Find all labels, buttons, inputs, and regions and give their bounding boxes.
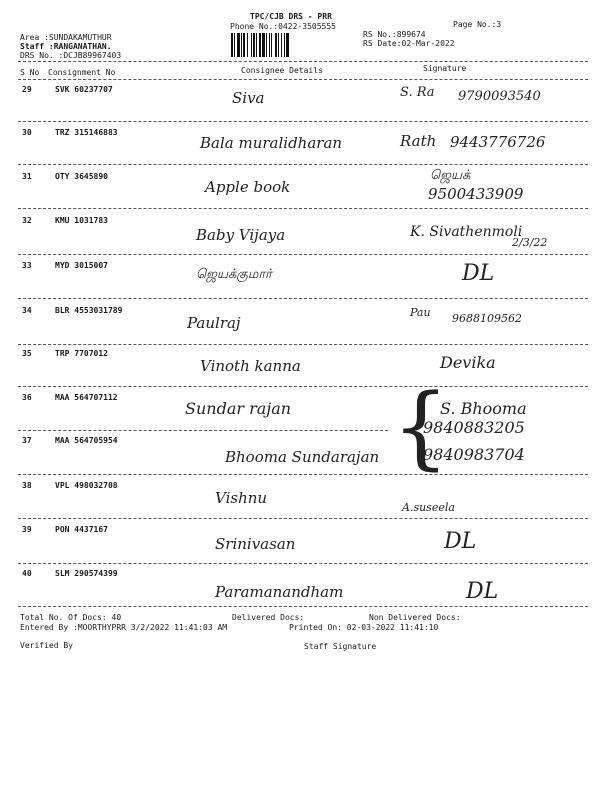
rs-date: RS Date:02-Mar-2022 xyxy=(363,39,455,48)
row-signature: K. Sivathenmoli xyxy=(410,224,523,240)
table-row xyxy=(0,525,600,565)
drs-number: DRS No. :DCJB89967403 xyxy=(20,51,122,60)
row-divider xyxy=(18,518,588,519)
row-phone: 9688109562 xyxy=(452,312,522,325)
printed-on: Printed On: 02-03-2022 11:41:10 xyxy=(289,623,439,632)
row-phone: 9500433909 xyxy=(428,185,524,203)
row-signature: DL xyxy=(466,579,499,604)
row-consignment-no: BLR 4553031789 xyxy=(55,306,123,315)
row-signature: Devika xyxy=(440,353,496,372)
table-row xyxy=(0,481,600,521)
staff-label: Staff :RANGANATHAN. xyxy=(20,42,112,51)
row-sno: 40 xyxy=(22,569,32,578)
row-signature: A.suseela xyxy=(402,501,455,514)
row-sno: 29 xyxy=(22,85,32,94)
non-delivered-docs: Non Delivered Docs: xyxy=(369,613,461,622)
table-row xyxy=(0,85,600,125)
grouping-brace: { xyxy=(392,375,450,480)
column-header-signature: Signature xyxy=(423,64,467,73)
table-row xyxy=(0,393,600,437)
row-sno: 34 xyxy=(22,306,32,315)
row-consignment-no: MAA 564707112 xyxy=(55,393,118,402)
row-consignment-no: SVK 60237707 xyxy=(55,85,113,94)
row-divider xyxy=(18,474,588,475)
row-consignee: Paramanandham xyxy=(215,583,344,601)
barcode xyxy=(231,33,351,57)
column-header-consignee: Consignee Details xyxy=(241,66,323,75)
row-consignment-no: MAA 564705954 xyxy=(55,436,118,445)
row-consignee: Paulraj xyxy=(187,314,241,332)
row-signature: ஜெயக் xyxy=(430,168,471,183)
table-row xyxy=(0,261,600,301)
row-consignee: Baby Vijaya xyxy=(196,226,286,244)
row-divider xyxy=(18,430,388,431)
row-divider xyxy=(18,254,588,255)
staff-signature: Staff Signature xyxy=(304,642,377,651)
row-signature: S. Bhooma xyxy=(440,399,527,418)
row-consignment-no: TRZ 315146883 xyxy=(55,128,118,137)
row-consignee: Vishnu xyxy=(215,489,268,507)
row-signature: DL xyxy=(444,529,477,554)
row-consignment-no: PON 4437167 xyxy=(55,525,108,534)
row-sno: 38 xyxy=(22,481,32,490)
total-docs: Total No. Of Docs: 40 xyxy=(20,613,122,622)
row-signature: S. Ra xyxy=(400,85,435,100)
row-sno: 33 xyxy=(22,261,32,270)
row-signature: DL xyxy=(462,261,495,286)
table-row xyxy=(0,569,600,609)
rs-number: RS No.:899674 xyxy=(363,30,426,39)
row-divider xyxy=(18,563,588,564)
row-consignment-no: VPL 498032708 xyxy=(55,481,118,490)
row-sno: 35 xyxy=(22,349,32,358)
row-consignee: Sundar rajan xyxy=(185,399,292,418)
table-row xyxy=(0,436,600,476)
row-divider xyxy=(18,606,588,607)
barcode-bar xyxy=(289,33,290,57)
row-divider xyxy=(18,208,588,209)
column-header-sno: S No xyxy=(20,68,40,77)
row-sno: 37 xyxy=(22,436,32,445)
row-sno: 39 xyxy=(22,525,32,534)
header-divider xyxy=(18,61,588,62)
row-consignment-no: SLM 290574399 xyxy=(55,569,118,578)
row-signature: Pau xyxy=(410,306,431,319)
row-consignee: Bhooma Sundarajan xyxy=(225,448,380,466)
row-phone: 9840983704 xyxy=(423,445,525,464)
row-divider xyxy=(18,386,588,387)
column-header-consignment: Consignment No xyxy=(48,68,116,77)
row-phone: 9840883205 xyxy=(423,418,525,437)
row-consignee: Srinivasan xyxy=(215,535,296,553)
row-consignee: Siva xyxy=(232,89,265,107)
page-number: Page No.:3 xyxy=(453,20,502,29)
row-signature-date: 2/3/22 xyxy=(512,236,548,249)
delivered-docs: Delivered Docs: xyxy=(232,613,305,622)
table-row xyxy=(0,128,600,168)
phone-number: Phone No.:0422-3505555 xyxy=(230,22,336,31)
table-row xyxy=(0,216,600,256)
table-row xyxy=(0,168,600,212)
row-consignment-no: OTY 3645890 xyxy=(55,172,108,181)
row-phone: 9790093540 xyxy=(458,89,541,104)
row-divider xyxy=(18,164,588,165)
entered-by: Entered By :MOORTHYPRR 3/2/2022 11:41:03 AM xyxy=(20,623,228,632)
row-sno: 36 xyxy=(22,393,32,402)
table-row xyxy=(0,349,600,389)
verified-by: Verified By xyxy=(20,641,73,650)
row-consignment-no: TRP 7707012 xyxy=(55,349,108,358)
row-consignment-no: KMU 1031783 xyxy=(55,216,108,225)
row-consignment-no: MYD 3015007 xyxy=(55,261,108,270)
row-sno: 30 xyxy=(22,128,32,137)
row-consignee: Vinoth kanna xyxy=(200,357,301,375)
area-label: Area :SUNDAKAMUTHUR xyxy=(20,33,112,42)
row-sno: 32 xyxy=(22,216,32,225)
row-sno: 31 xyxy=(22,172,32,181)
row-consignee: Bala muralidharan xyxy=(200,134,343,152)
row-consignee: Apple book xyxy=(205,178,291,196)
row-phone: 9443776726 xyxy=(450,133,546,151)
column-divider xyxy=(18,79,588,80)
row-divider xyxy=(18,121,588,122)
row-divider xyxy=(18,344,588,345)
report-title: TPC/CJB DRS - PRR xyxy=(250,12,332,21)
row-signature: Rath xyxy=(400,132,437,150)
table-row xyxy=(0,306,600,346)
row-consignee: ஜெயக்குமார் xyxy=(196,267,272,282)
row-divider xyxy=(18,298,588,299)
